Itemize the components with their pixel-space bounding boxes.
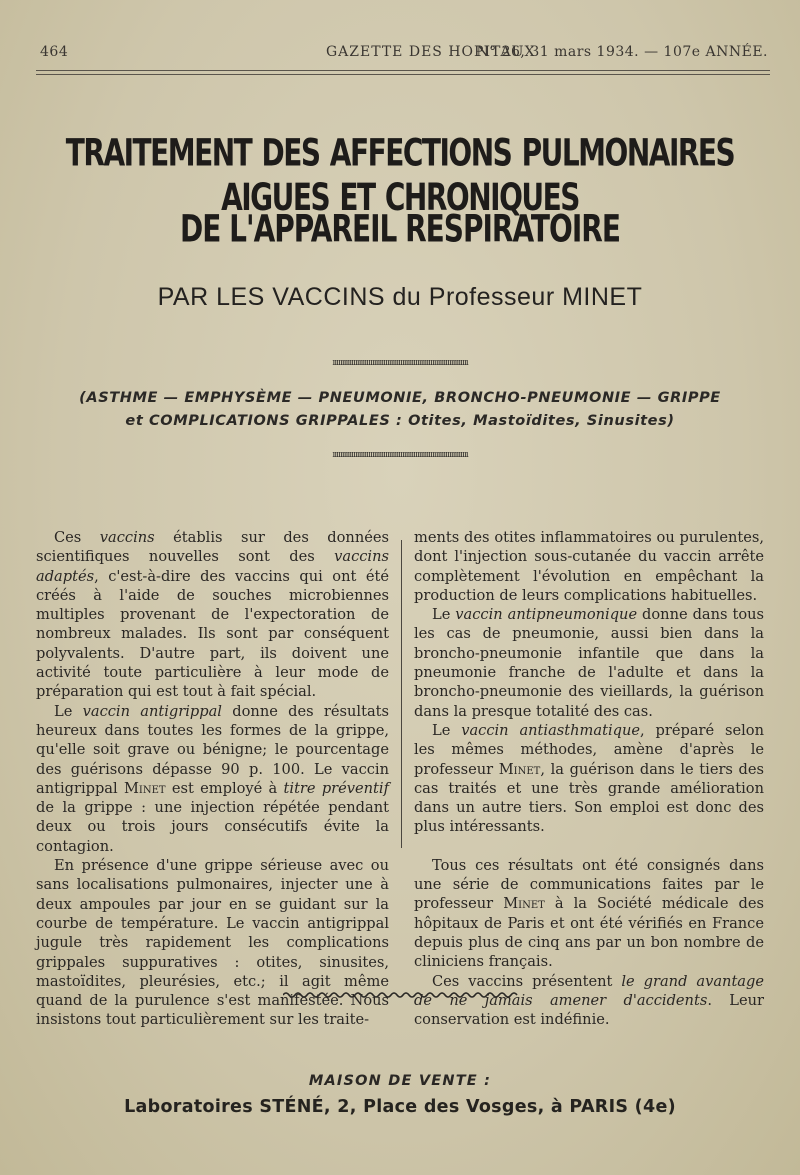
wavy-divider bbox=[283, 990, 519, 1000]
column-divider bbox=[401, 540, 402, 848]
paragraph: Ces vaccins présentent le grand avantage de ne jamais amener d'accidents. Leur conservation est indéfinie. bbox=[414, 972, 764, 1029]
sales-house-heading: MAISON DE VENTE : bbox=[308, 1073, 492, 1089]
laboratory-address: Laboratoires STÉNÉ, 2, Place des Vosges, à PARIS (4e) bbox=[124, 1097, 676, 1117]
paragraph: ments des otites inflammatoires ou purulentes, dont l'injection sous-cutanée du vaccin arrête complètement l'évolution en empêchant la production de leurs complications habituelles. bbox=[414, 529, 764, 604]
page-header bbox=[40, 44, 768, 64]
paragraph: Tous ces résultats ont été consignés dans une série de communications faites par le professeur Minet à la Société médicale des hôpitaux de Paris et ont été vérifiés en France depuis plus de cinq ans par un bon nombre de cliniciens français. bbox=[414, 856, 764, 971]
issue-info: N° 26, 31 mars 1934. — 107e ANNÉE. bbox=[476, 44, 768, 60]
header-rule-bottom bbox=[36, 74, 770, 75]
page-number: 464 bbox=[40, 44, 69, 60]
ornament-divider-top: ıııııııııııııııııııııııııııııııııııııııııııııııııııııııııııııııııııııııı bbox=[332, 358, 468, 368]
title-line-1: TRAITEMENT DES AFFECTIONS PULMONAIRES AIGUES ET CHRONIQUES bbox=[65, 130, 735, 220]
header-rule-top bbox=[36, 70, 770, 71]
subtitle-line-1: (ASTHME — EMPHYSÈME — PNEUMONIE, BRONCHO-PNEUMONIE — GRIPPE bbox=[79, 390, 721, 406]
paragraph: En présence d'une grippe sérieuse avec ou sans localisations pulmonaires, injecter une à deux ampoules par jour en se guidant sur la courbe de température. Le vaccin antigrippal jugule très rapidement les complications grippales suppuratives : otites, sinusites, mastoïdites, pleurésies, etc.; il agit même quand de la purulence s'est manifestée. Nous insistons tout particulièrement sur les traite- bbox=[36, 857, 389, 1029]
title-line-2: DE L'APPAREIL RESPIRATOIRE bbox=[180, 206, 620, 251]
subtitle-line-2: et COMPLICATIONS GRIPPALES : Otites, Mastoïdites, Sinusites) bbox=[125, 413, 675, 429]
journal-title: GAZETTE DES HOPITAUX bbox=[326, 44, 536, 60]
ornament-divider-middle: ıııııııııııııııııııııııııııııııııııııııııııııııııııııııııııııııııııııııı bbox=[332, 450, 468, 460]
left-column bbox=[36, 528, 389, 1030]
paragraph: Le vaccin antigrippal donne des résultats heureux dans toutes les formes de la grippe, qu'elle soit grave ou bénigne; le pourcentage des guérisons dépasse 90 p. 100. Le vaccin antigrippal Minet est employé à titre préventif de la grippe : une injection répétée pendant deux ou trois jours consécutifs évite la contagion. bbox=[36, 702, 390, 855]
paragraph: Ces vaccins établis sur des données scientifiques nouvelles sont des vaccins adaptés, c'est-à-dire des vaccins qui ont été créés à l'aide de souches microbiennes multiples provenant de l'expectoration de nombreux malades. Ils sont par conséquent polyvalents. D'autre part, ils doivent une activité toute particulière à leur mode de préparation qui est tout à fait spécial. bbox=[36, 529, 389, 701]
title-line-3: PAR LES VACCINS du Professeur MINET bbox=[157, 283, 643, 311]
paragraph: Le vaccin antiasthmatique, préparé selon les mêmes méthodes, amène d'après le professeur Minet, la guérison dans le tiers des cas traités et une très grande amélioration dans un autre tiers. Son emploi est donc des plus intéressants. bbox=[414, 721, 764, 836]
paragraph: Le vaccin antipneumonique donne dans tous les cas de pneumonie, aussi bien dans la broncho-pneumonie infantile que dans la pneumonie franche de l'adulte et dans la broncho-pneumonie des vieillards, la guérison dans la presque totalité des cas. bbox=[414, 606, 764, 720]
right-column bbox=[414, 528, 764, 1029]
